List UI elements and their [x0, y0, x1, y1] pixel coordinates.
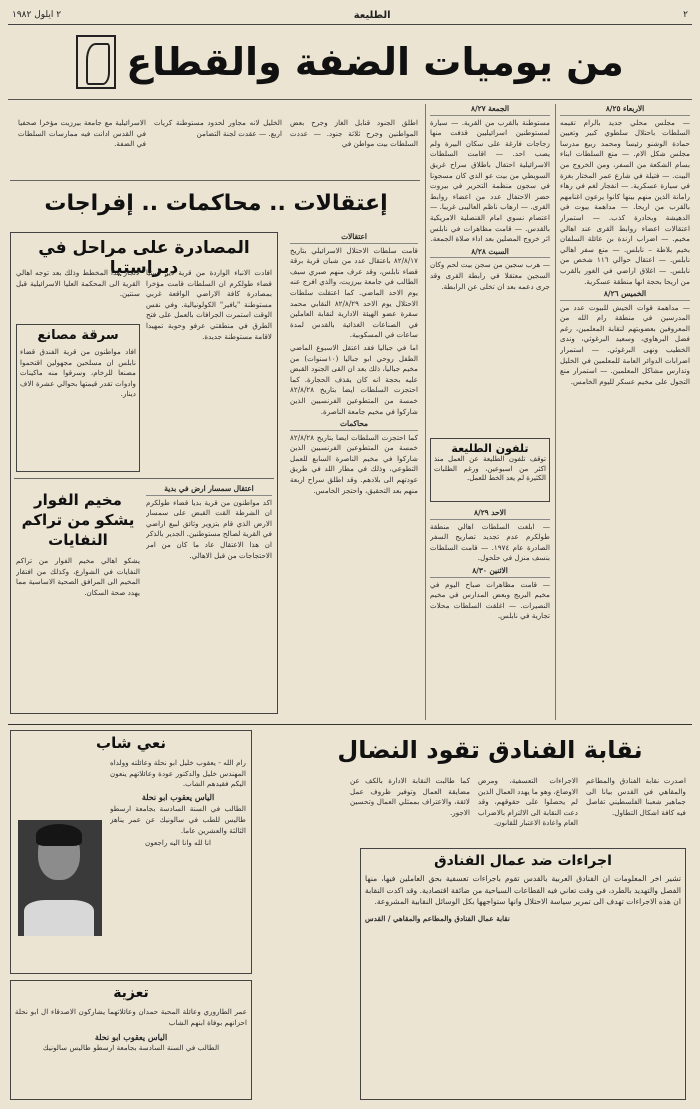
broker-column [146, 484, 272, 708]
article-text: اصدرت نقابة الفنادق والمطاعم والمقاهي في القدس بيانا الى جماهير شعبنا الفلسطيني تفاصل فيه كافة اشكال التطاول. [586, 776, 686, 817]
notice-headline: تلفون الطليعة [451, 442, 529, 455]
hotel-workers-box [360, 848, 686, 1100]
date-heading: الجمعة ٨/٢٧ [430, 104, 550, 116]
confiscation-headline: المصادرة على مراحل في ديراستيا [38, 238, 250, 278]
page-header [8, 6, 692, 25]
diary-text: مستوطنة بالقرب من القرية. — سيارة لمستوطنين اسرائيليين قذفت منها زجاجات فارغة على سكان البيرة ولم يصب احد. — اقامت السلطات الاسرائيلية احتفال باطلاق سراح غريق السويطي من بيت عو الذي كان مسجونا في سجون منظمة التحرير في بيروت حضر الاحتفال عدد من اعضاء روابط القرى. — ارهاب ناظم العاليبى غريبا. — اعتصام نسوي امام القنصلية الامريكية بالقدس. — قامت مظاهرات في نابلس اثر خروج المصلين بعد اداء صلاة الجمعة. [430, 117, 550, 244]
diary-column-2 [430, 104, 550, 434]
date-heading: الاربعاء ٨/٢٥ [560, 104, 690, 116]
date-heading: الاثنين ٨/٣٠ [430, 566, 550, 578]
obituary-text [110, 758, 246, 968]
article-text: قامت سلطات الاحتلال الاسرائيلي بتاريخ ٨٢/٨/١٧ باعتقال عدد من شبان قرية برقة قضاء نابلس، وقد عرف منهم صبري سيف الطالب في جامعة بيرزيت، والذي افرج عنه يوم الاحد الماضي. كما اعتقلت سلطات الاحتلال يوم الاحد ٨٢/٨/٢٩ النقابي محمد سقرة عضو الهيئة الادارية لنقابة العاملين في الصناعات الغذائية بالقدس لمدة ساعات في المسكوبية. [290, 245, 418, 340]
obituary-detail: الطالب في السنة السادسة بجامعة ارسطو طاليس للطب في سالونيك عن عمر يناهز الثالثة والعشرين عاما. [110, 804, 246, 835]
obituary-headline: نعي شاب [96, 734, 166, 752]
article-text: اما في جباليا فقد اعتقل الاسبوع الماضي الطفل روحي ابو جباليا (١٠سنوات) من مخيم جباليا، ذلك بعد ان القى الجنود القبض عليه بحجة انه كان يقذف الحجارة. كما احتجزت السلطات ايضا بتاريخ ٨٢/٨/٢٨ خمسة من المتطوعين الفرنسيين الذين شاركوا في مخيم جامعة الناصرة. [290, 342, 418, 416]
factory-theft-headline: سرقة مصانع [37, 328, 119, 343]
diary-text: — ابلغت السلطات اهالي منطقة طولكرم عدم تجديد تصاريح السفر الصادرة عام ١٩٧٤. — قامت السلطات بنسف منزل في حلحول. [430, 521, 550, 563]
diary-text: — مداهمة قوات الجيش للبيوت عدد من المدرسين في منطقة رام الله من المعروفين بعضويتهم لنقابة المعلمين، رغم فضل البرهاوي، وسعيد البرغوثي، وندى الخطيب ونهى البرغوثي. — استمرار اضرابات الدوائر العامة للمعلمين في الخليل وتدارس مشاكل المعلمين. — استمرار منع التجول على مخيم عسكر لليوم الخامس. [560, 302, 690, 386]
obituary-body: رام الله - يعقوب خليل ابو نحلة وعائلته وولداه المهندس خليل والدكتور عودة وعائلاتهم ينعون اليكم فقيدهم الشاب. [110, 758, 246, 789]
diary-text: — قامت مظاهرات صباح اليوم في مخيم البريج وبعض المدارس في مخيم النصيرات. — اغلقت السلطات محلات تجارية في نابلس. [430, 579, 550, 621]
phone-notice-box [430, 438, 550, 502]
article-text: لانجاز هذا المخطط وذلك بعد توجه اهالي القرية الى المحكمة العليا الاسرائيلية قبل سنتين. [16, 268, 140, 299]
deceased-name: الياس يعقوب ابو نحلة [141, 791, 215, 802]
paper-name: الطليعة [353, 9, 391, 21]
diary-text: — مجلس محلي جديد بالرام تقيمه السلطات باحتلال سلطوي كبير وتعيين حمادة الوشنو رئيسا ومحمد ربيع مدرسا مجلس شكل الام. — منع السلطات ابناء بسام الشكعة من السفر، ومن الخروج من البيت. — فتيلة في شارع عمر المختار بغزة في سيارة عسكرية. — انفجار لغم في رهاء رامانة الذين منهم بينها كانوا يرعون اغنامهم بالقرب من اريحا. — مداهمة بيوت في الدهيشة وبحادرة كذب. — استمرار اعتقالات اعضاء روابط القرى عند اهالي مخيم. — اضراب ارندة بن عائلة السلفان بخيم بلاطة – نابلس. — منع سفر اهالي نابلس. — اعتقال حوالي ١١٦ شخص من نابلس. — اغلاق اراضي في الغور بالقرب من اريحا بحجة انها منطقة عسكرية. [560, 117, 690, 286]
hotel-workers-headline: اجراءات ضد عمال الفنادق [434, 853, 612, 869]
hotels-headline: نقابة الفنادق تقود النضال [337, 736, 643, 764]
hotels-text-1 [586, 776, 686, 842]
broker-headline: اعتقال سمسار ارض في بدية [146, 484, 272, 496]
hotels-text-2 [478, 776, 578, 842]
section-title: من يوميات الضفة والقطاع [126, 40, 624, 84]
condolence-headline: تعزية [113, 985, 149, 1001]
diary-text: اطلق الجنود قنابل الغاز وجرح بعض المواطنين وجرح ثلاثة جنود. — عددت السلطات بيت مواطن في [290, 118, 418, 149]
date-heading: الاحد ٨/٢٩ [430, 508, 550, 520]
fawwar-headline: مخيم الفوار يشكو من تراكم النفايات [21, 491, 135, 549]
notice-text: توقف تلفون الطليعة عن العمل منذ اكثر من اسبوعين، ورغم الطلبات الكثيرة لم يعد الخط للعمل. [434, 455, 546, 482]
section-label: اعتقالات [290, 232, 418, 244]
article-text: يشكو اهالي مخيم الفوار من تراكم النفايات في الشوارع، وكذلك من افتقار المخيم الى المرافق الصحية الاساسية مما يهدد صحة السكان. [16, 556, 140, 597]
factory-theft-text: افاد مواطنون من قرية الفندق قضاء نابلس ان مسلحين مجهولين اقتحموا مصنعا للرخام، وسرقوا منه ماكينات وادوات تقدر قيمتها بحوالي عشرة الاف دينار. [20, 347, 136, 399]
date-heading: السبت ٨/٢٨ [430, 247, 550, 259]
diary-text: الخليل لانه مجاور لحدود مستوطنة كريات اربع. — عقدت لجنة التضامن [154, 118, 282, 138]
hotel-workers-text: تشير اخر المعلومات ان الفنادق العربية بالقدس تقوم باجراءات تعسفية بحق العاملين فيها، منها الفصل والتهديد بالطرد، في وقت تعاني فيه القطاعات السياحية من ضائقة اقتصادية. وقد اكدت النقابة ان هذه الاجراءات تهدف الى تمرير سياسة الاحتلال وانها ستواجهها بكل الوسائل النقابية المشروعة. [365, 874, 681, 906]
condolence-detail: الطالب في السنة السادسة بجامعة ارسطو طاليس سالونيك [42, 1042, 220, 1052]
article-text: كما طالبت النقابة الادارة بالكف عن مضايقة العمال وتوفير ظروف عمل لائقة، والاعتراف بممثلي العمال وتحسين الاجور. [350, 776, 470, 817]
diary-text: — هرب سجين من سجن بيت لحم وكان السجين معتقلا في رابطة القرى وقد جرى دعمه بعد ان تخلى عن الرابطة. [430, 260, 550, 291]
confiscation-text-2 [16, 268, 140, 318]
date-heading: الخميس ٨/٢٦ [560, 289, 690, 301]
article-text: افادت الانباء الواردة من قرية دير استيا قضاء طولكرم ان السلطات قامت مؤخرا بمصادرة كافة الاراضي الواقعة غربي مستوطنة "يافير" الكولونيالية. وفي نفس الوقت استمرت الجرافات بالعمل على فتح الطرق في منطقتي عرفو وحوبة تمهيدا لاقامة مستوطنة جديدة. [146, 268, 272, 341]
article-text: اكد مواطنون من قرية بديا قضاء طولكرم ان الشرطة القت القبض على سمسار الارض الذي قام بتزوير وثائق لبيع اراضي في القرية لصالح مستوطنين. الجدير بالذكر ان هذا الاعتقال عاد ما كان من امر الاحتجاجات من قبل الاهالي. [146, 497, 272, 560]
deceased-photo [18, 820, 102, 936]
arrests-column-1 [290, 232, 418, 710]
article-text: الاجراءات التعسفية، ومرض الاوضاع، وهو ما يهدد العمال الذين لم يحصلوا على حقوقهم، وقد دعت النقابة الى الالتزام بالاضراب العام واعادة الاعتبار للقانون. [478, 776, 578, 828]
condolence-text: عمر الطاروري وعائلة المحبة حمدان وعائلاتهما يشاركون الاصدقاء ال ابو نحلة احزانهم بوفاة ابنهم الشاب [15, 1007, 247, 1027]
short-column-4 [154, 118, 282, 176]
hotel-workers-signature: نقابة عمال الفنادق والمطاعم والمقاهي / القدس [365, 913, 510, 923]
condolence-box [10, 980, 252, 1100]
section-label: محاكمات [290, 419, 418, 431]
diary-column-2b [430, 508, 550, 720]
page-number: ٢ [683, 10, 688, 20]
section-masthead [8, 25, 692, 100]
short-column-3 [290, 118, 418, 176]
arrests-headline: إعتقالات .. محاكمات .. إفراجات [44, 191, 388, 216]
map-icon [76, 35, 116, 89]
short-column-5 [18, 118, 146, 176]
factory-theft-box [16, 324, 140, 472]
issue-date: ٢ ايلول ١٩٨٢ [12, 10, 62, 20]
diary-column-1 [560, 104, 690, 720]
confiscation-text-1 [146, 268, 272, 468]
condolence-name: الياس يعقوب ابو نحلة [94, 1032, 168, 1043]
article-text: كما احتجزت السلطات ايضا بتاريخ ٨٢/٨/٢٨ خمسة من المتطوعين الفرنسيين الذين شاركوا في مخيم الناصرة السابع للعمل التطوعي، وذلك في مطار اللد في طريق عودتهم الى بلادهم. وقد اطلق سراح اربعة منهم بعد التحقيق، واحتجز الخامس. [290, 432, 418, 495]
obituary-footer: انا لله وانا اليه راجعون [145, 838, 211, 848]
fawwar-column [16, 484, 140, 708]
diary-text: الاسرائيلية مع جامعة بيرزيت مؤخرا صحفيا في القدس ادانت فيه ممارسات السلطات في الضفة. [18, 118, 146, 149]
